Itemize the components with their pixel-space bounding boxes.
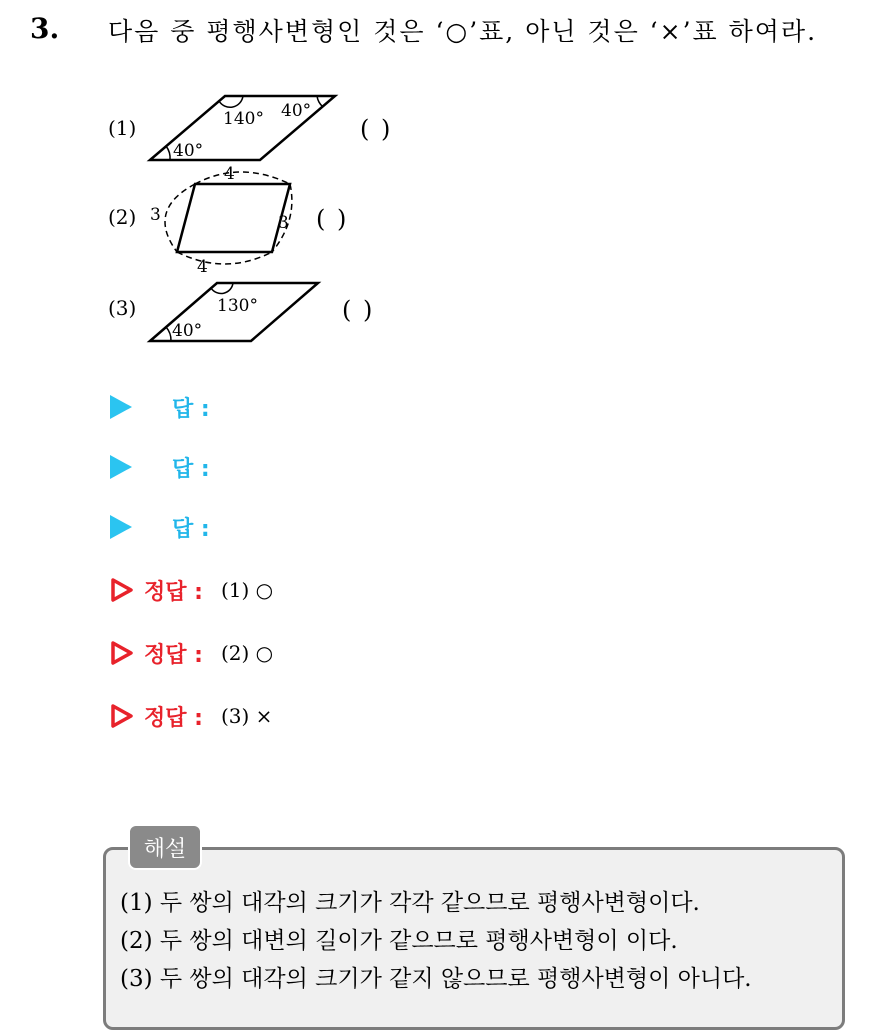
parallelogram-figure-2	[140, 160, 310, 280]
play-triangle-icon	[110, 455, 132, 479]
angle-arc	[166, 146, 170, 160]
side-label: 4	[197, 257, 208, 277]
correct-answer-row	[110, 699, 272, 733]
item-label-2: (2)	[108, 205, 137, 229]
answer-label: 답 :	[172, 516, 210, 542]
side-label: 4	[224, 164, 235, 184]
correct-answer-label: 정답 :	[144, 705, 203, 731]
explanation-line: (2) 두 쌍의 대변의 길이가 같으므로 평행사변형이 이다.	[120, 928, 678, 954]
correct-answer-value: (3) ×	[220, 704, 273, 728]
answer-parenthesis-2: ( )	[316, 205, 349, 233]
angle-label: 140°	[223, 109, 264, 129]
side-label: 3	[278, 213, 289, 233]
angle-label: 40°	[173, 141, 204, 161]
answer-blank-row	[110, 510, 210, 544]
correct-answer-label: 정답 :	[144, 579, 203, 605]
outline-triangle-icon	[110, 640, 134, 666]
explanation-line: (3) 두 쌍의 대각의 크기가 같지 않으므로 평행사변형이 아니다.	[120, 966, 752, 992]
item-label-3: (3)	[108, 296, 137, 320]
angle-arc	[166, 327, 171, 341]
side-label: 3	[150, 205, 161, 225]
parallelogram-figure-3	[145, 278, 325, 348]
correct-answer-row	[110, 636, 273, 670]
outline-triangle-icon	[110, 577, 134, 603]
answer-parenthesis-1: ( )	[360, 115, 393, 143]
answer-parenthesis-3: ( )	[342, 296, 375, 324]
correct-answer-label: 정답 :	[144, 642, 203, 668]
outline-triangle-icon	[110, 703, 134, 729]
parallelogram-figure-1	[145, 88, 345, 168]
correct-answer-value: (2) ○	[220, 641, 274, 665]
angle-label: 40°	[172, 321, 203, 341]
angle-label: 40°	[281, 101, 312, 121]
answer-blank-row	[110, 390, 210, 424]
explanation-line: (1) 두 쌍의 대각의 크기가 각각 같으므로 평행사변형이다.	[120, 890, 700, 916]
correct-answer-row	[110, 573, 273, 607]
play-triangle-icon	[110, 395, 132, 419]
answer-label: 답 :	[172, 456, 210, 482]
angle-label: 130°	[217, 296, 258, 316]
explanation-tag: 해설	[128, 824, 202, 870]
answer-label: 답 :	[172, 396, 210, 422]
angle-arc	[317, 96, 323, 107]
question-number: 3.	[30, 12, 60, 45]
item-label-1: (1)	[108, 116, 137, 140]
question-text: 다음 중 평행사변형인 것은 ‘○’표, 아닌 것은 ‘×’표 하여라.	[108, 17, 818, 46]
answer-blank-row	[110, 450, 210, 484]
correct-answer-value: (1) ○	[220, 578, 274, 602]
play-triangle-icon	[110, 515, 132, 539]
